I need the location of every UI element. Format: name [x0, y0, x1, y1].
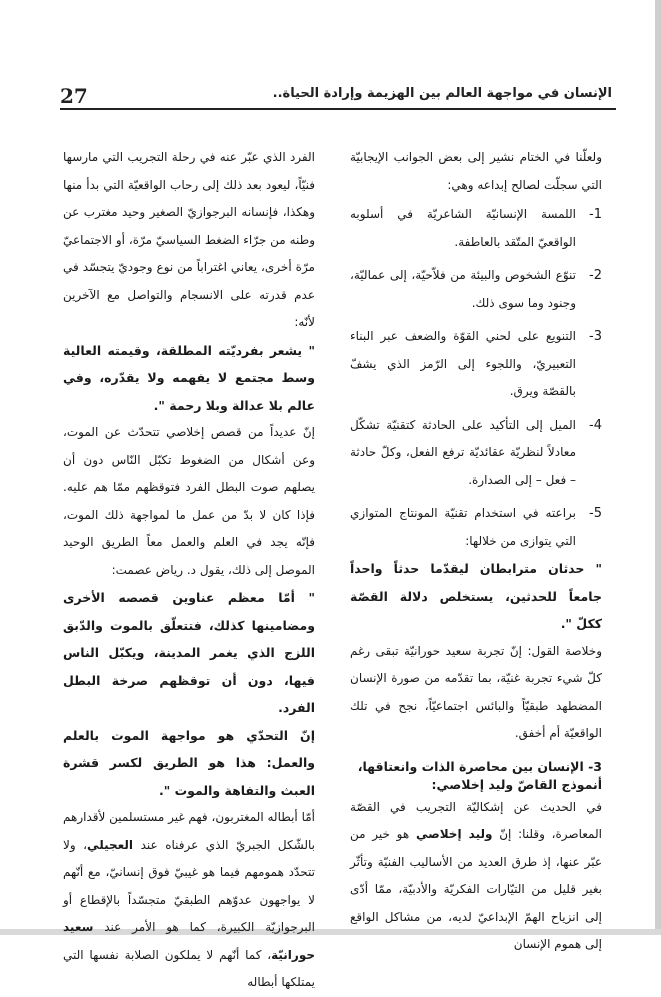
list-item-number: 2- — [589, 268, 602, 283]
author-name-ujaili: العجيلي — [87, 837, 134, 852]
list-item — [350, 412, 602, 495]
list-item-number: 3- — [589, 329, 602, 344]
page-edge-shadow-right — [655, 0, 661, 935]
list-item-text: براعته في استخدام تقنيّة المونتاج المتوازي التي يتوازى من خلالها: — [350, 506, 576, 548]
section-heading-line-2: أنموذج القاصّ وليد إخلاصي: — [431, 776, 602, 792]
paragraph-2: إنّ عديداً من قصص إخلاصي تتحدّث عن الموت، وعن أشكال من الضغوط تكبّل النّاس دون أن يصلهم صوت البطل الفرد فتوقظهم ممّا هم عليه. فإذا كان لا بدّ من عمل ما لمواجهة ذلك الموت، فإنّه يجد في العلم والعمل معاً الطريق الوحيد الموصل إلى ذلك، يقول د. رياض عصمت: — [63, 425, 315, 577]
list-item-text: اللمسة الإنسانيّة الشاعريّة في أسلوبه الواقعيّ المتّقد بالعاطفة. — [350, 207, 576, 249]
section-paragraph — [350, 794, 602, 959]
list-item — [350, 500, 602, 555]
quote-1: " يشعر بفرديّته المطلقة، وقيمته العالية وسط مجتمع لا يفهمه ولا يقدّره، وفي عالم بلا عدالة وبلا رحمة ". — [63, 342, 315, 413]
list-item-number: 4- — [589, 417, 602, 433]
section-heading — [350, 758, 602, 794]
paragraph-3-end: ، كما أنّهم لا يملكون الصلابة نفسها التي يمتلكها أبطاله — [63, 947, 315, 989]
page-header — [60, 82, 616, 112]
section-text-end: هو خير من عبّر عنها، إذ طرق العديد من الأساليب الفنيّة وتأثّر بغير قليل من التيّارات الفكريّة والأدبيّة، ممّا أدّى إلى انزياح الهمّ الإبداعيّ لديه، من مشاكل الواقع إلى هموم الإنسان — [350, 827, 602, 951]
quote-3: إنّ التحدّي هو مواجهة الموت بالعلم والعمل: هذا هو الطريق لكسر قشرة العبث والتفاهة والموت ". — [63, 727, 315, 798]
list-item — [350, 262, 602, 317]
list-item — [350, 201, 602, 256]
header-rule — [60, 108, 616, 110]
list-item-text: التنويع على لحني القوّة والضعف عبر البناء التعبيريّ، واللجوء إلى الرّمز الذي يشفّ بالقصّة ويرق. — [350, 329, 576, 398]
left-column — [63, 144, 315, 997]
conclusion-paragraph: وخلاصة القول: إنّ تجربة سعيد حورانيّة تبقى رغم كلّ شيء تجربة غنيّة، بما تقدّمه من صورة الإنسان المضطهد طبقيّاً والبائس اجتماعيّاً، نجح في تلك الواقعيّة أم أخفق. — [350, 643, 602, 740]
running-title: الإنسان في مواجهة العالم بين الهزيمة وإرادة الحياة.. — [272, 86, 612, 101]
section-text-start: في الحديث عن إشكاليّة التجريب في القصّة المعاصرة، وقلنا: إنّ — [350, 799, 602, 841]
intro-paragraph: ولعلّنا في الختام نشير إلى بعض الجوانب الإيجابيّة التي سجلّت لصالح إبداعه وهي: — [350, 150, 602, 192]
list-item-number: 5- — [589, 506, 602, 521]
section-heading-line-1: 3- الإنسان بين محاصرة الذات وانعتاقها، — [357, 758, 602, 774]
author-name-hourani: سعيد حورانيّة — [63, 920, 315, 962]
author-name: وليد إخلاصي — [415, 827, 493, 841]
montage-quote: " حدثان مترابطان ليقدّما حدثاً واحداً جامعاً للحدثين، يستخلص دلالة القصّة ككلّ ". — [350, 561, 602, 631]
list-item — [350, 323, 602, 406]
quote-2: " أمّا معظم عناوين قصصه الأخرى ومضامينها كذلك، فتتعلّق بالموت والدّبق اللزج الذي يغمر المدينة، ويكبّل الناس فيها، دون أن توقظهم صرخة البطل الفرد. — [63, 590, 315, 715]
list-item-text: الميل إلى التأكيد على الحادثة كتقنيّة تشكّل معادلاً لنظريّة عقائديّة ترفع الفعل، وكلّ حادثة – فعل – إلى الصدارة. — [350, 417, 576, 487]
paragraph-3-middle: ، ولا تتحدّد همومهم فيما هو غيبيّ فوق إنسانيّ، مع أنّهم لا يواجهون عدوّهم الطبقيّ متجسّداً بالإقطاع أو البرجوازيّة الكبيرة، كما هو الأمر عند — [63, 837, 315, 934]
paragraph-3-start: أمّا أبطاله المغتربون، فهم غير مستسلمين لأقدارهم بالشّكل الجبريّ الذي عرفناه عند — [63, 810, 315, 852]
paragraph-3 — [63, 804, 315, 997]
right-column — [350, 144, 602, 959]
list-item-text: تنوّع الشخوص والبيئة من فلاّحيّة، إلى عماليّة، وجنود وما سوى ذلك. — [350, 268, 576, 310]
page-number: 27 — [60, 84, 88, 108]
list-item-number: 1- — [589, 207, 602, 222]
paragraph-1: الفرد الذي عبّر عنه في رحلة التجريب التي مارسها فنيّاً، ليعود بعد ذلك إلى رحاب الواقعيّة التي بدأ منها وهكذا، فإنسانه البرجوازيّ الصغير وحيد مغترب عن وطنه من جرّاء الضغط السياسيّ مرّة، أو الاجتماعيّ مرّة أخرى، يعاني اغتراباً من نوع وجوديّ يتجسّد في عدم قدرته على الانسجام والتواصل مع الآخرين لأنّه: — [63, 150, 315, 329]
